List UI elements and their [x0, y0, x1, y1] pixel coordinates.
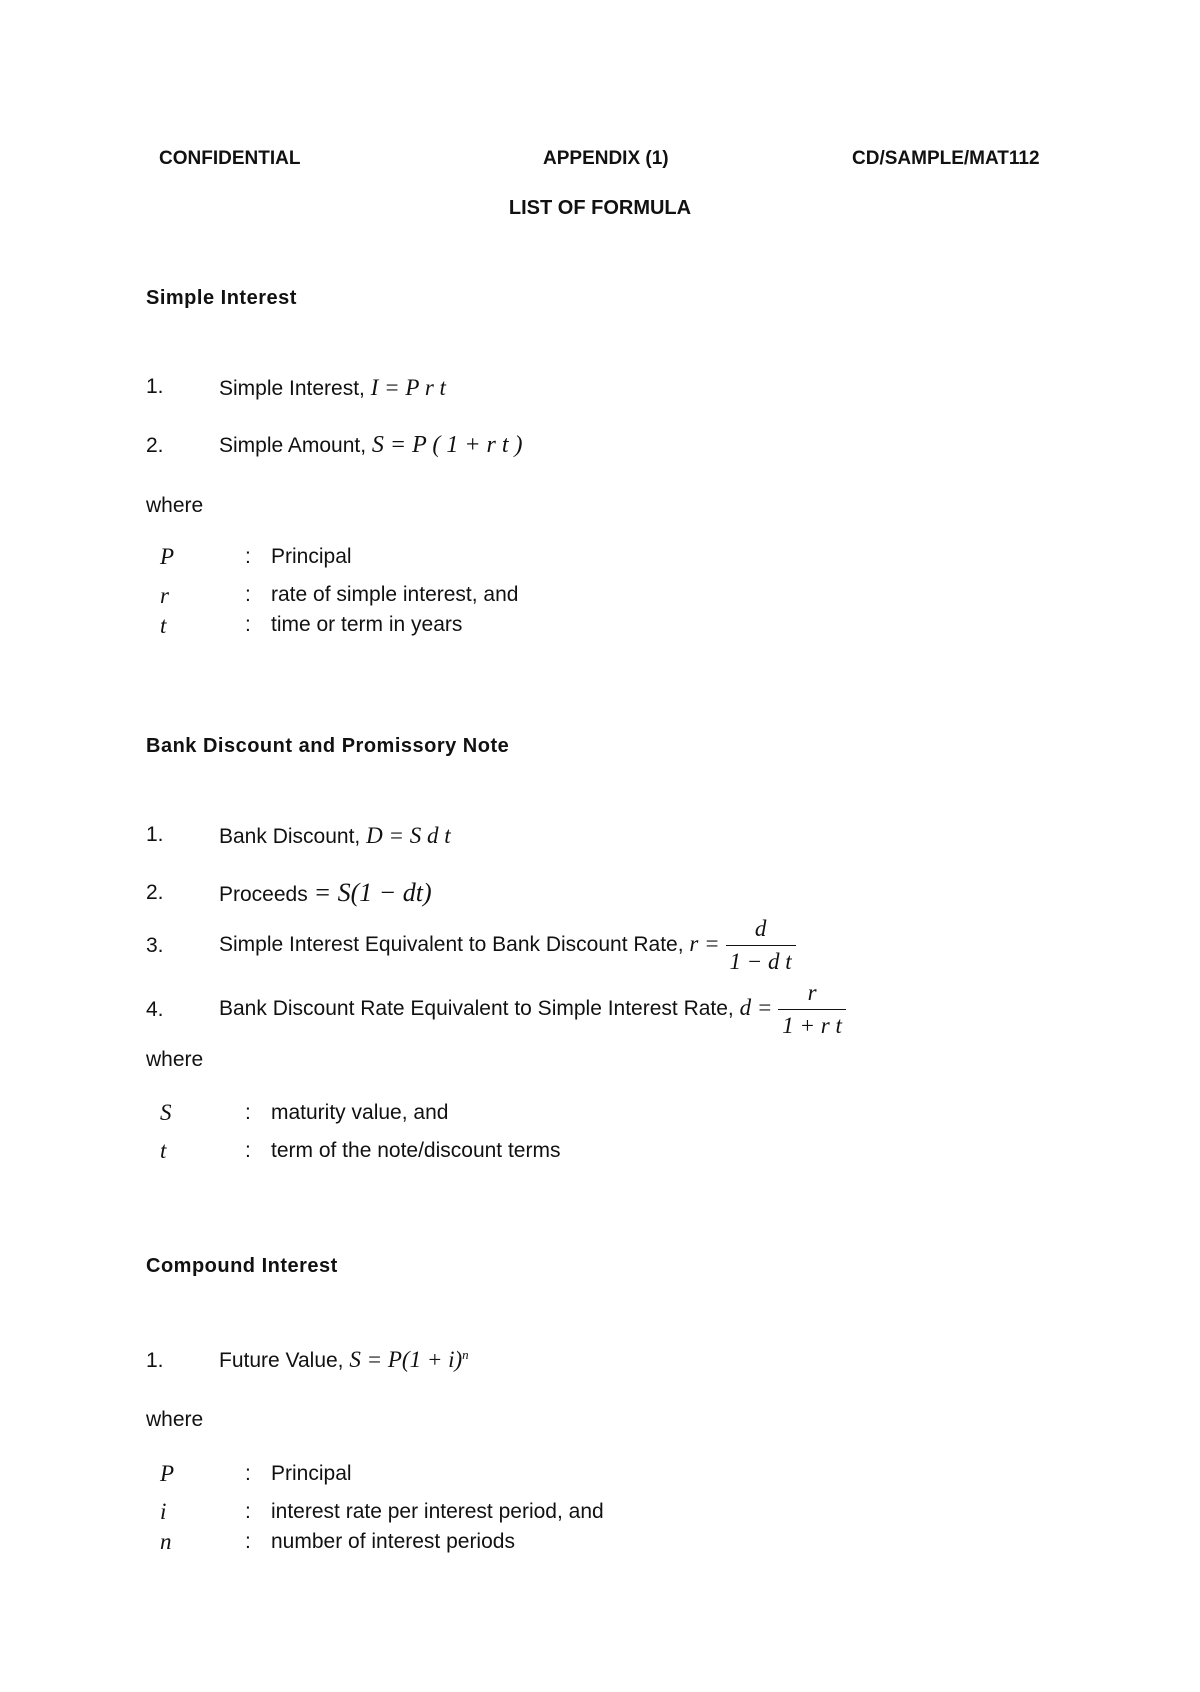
symbol: S — [160, 1100, 172, 1125]
item-number: 1. — [146, 1349, 164, 1372]
formula-label: Simple Interest, — [219, 377, 365, 400]
where-label: where — [146, 1408, 204, 1431]
formula-si-equivalent — [219, 916, 796, 975]
item-number: 2. — [146, 434, 164, 457]
header-appendix: APPENDIX (1) — [543, 148, 669, 169]
definition: number of interest periods — [271, 1530, 515, 1553]
formula-label: Bank Discount Rate Equivalent to Simple Interest Rate, — [219, 997, 734, 1021]
colon: : — [245, 1530, 251, 1553]
item-number: 1. — [146, 375, 164, 398]
formula-future-value — [219, 1347, 469, 1373]
formula-lhs: d = — [739, 995, 773, 1021]
formula-label: Future Value, — [219, 1349, 344, 1372]
definition: Principal — [271, 545, 352, 568]
colon: : — [245, 613, 251, 636]
symbol: t — [160, 1138, 167, 1163]
item-number: 2. — [146, 881, 164, 904]
definition: maturity value, and — [271, 1101, 449, 1124]
formula-proceeds — [219, 878, 432, 908]
symbol: P — [160, 544, 175, 569]
definition: interest rate per interest period, and — [271, 1500, 604, 1523]
symbol: r — [160, 583, 169, 608]
numerator: r — [778, 980, 846, 1010]
colon: : — [245, 1462, 251, 1485]
formula-exponent: n — [462, 1347, 469, 1362]
formula-label: Bank Discount, — [219, 825, 361, 848]
symbol: n — [160, 1529, 172, 1554]
formula-expression: S = P(1 + i) — [349, 1347, 463, 1372]
colon: : — [245, 1500, 251, 1523]
definition: term of the note/discount terms — [271, 1139, 561, 1162]
fraction — [778, 980, 846, 1039]
symbol: t — [160, 613, 167, 638]
symbol: P — [160, 1461, 175, 1486]
section-heading-bank-discount: Bank Discount and Promissory Note — [146, 735, 510, 757]
page-title: LIST OF FORMULA — [508, 197, 692, 219]
symbol: i — [160, 1499, 167, 1524]
formula-label: Simple Interest Equivalent to Bank Discount Rate, — [219, 933, 684, 957]
section-heading-compound-interest: Compound Interest — [146, 1255, 338, 1277]
denominator: 1 + r t — [782, 1013, 842, 1038]
colon: : — [245, 1139, 251, 1162]
header-confidential: CONFIDENTIAL — [159, 148, 301, 169]
item-number: 3. — [146, 934, 164, 957]
colon: : — [245, 583, 251, 606]
formula-simple-amount — [219, 432, 523, 459]
colon: : — [245, 1101, 251, 1124]
definition: time or term in years — [271, 613, 463, 636]
numerator: d — [726, 916, 796, 946]
item-number: 4. — [146, 998, 164, 1021]
formula-label: Simple Amount, — [219, 434, 367, 457]
denominator: 1 − d t — [729, 949, 792, 974]
formula-expression: I = P r t — [370, 375, 446, 400]
formula-lhs: r = — [689, 931, 720, 957]
formula-expression: = S(1 − dt) — [313, 878, 432, 907]
item-number: 1. — [146, 823, 164, 846]
formula-expression: D = S d t — [366, 823, 451, 848]
section-heading-simple-interest: Simple Interest — [146, 287, 297, 309]
formula-label: Proceeds — [219, 883, 308, 906]
formula-expression: S = P ( 1 + r t ) — [371, 432, 523, 458]
fraction — [726, 916, 796, 975]
where-label: where — [146, 1048, 204, 1071]
where-label: where — [146, 494, 204, 517]
colon: : — [245, 545, 251, 568]
definition: rate of simple interest, and — [271, 583, 519, 606]
formula-bank-discount — [219, 823, 451, 849]
header-code: CD/SAMPLE/MAT112 — [852, 148, 1040, 169]
formula-bd-equivalent — [219, 980, 846, 1039]
formula-simple-interest — [219, 375, 446, 401]
definition: Principal — [271, 1462, 352, 1485]
